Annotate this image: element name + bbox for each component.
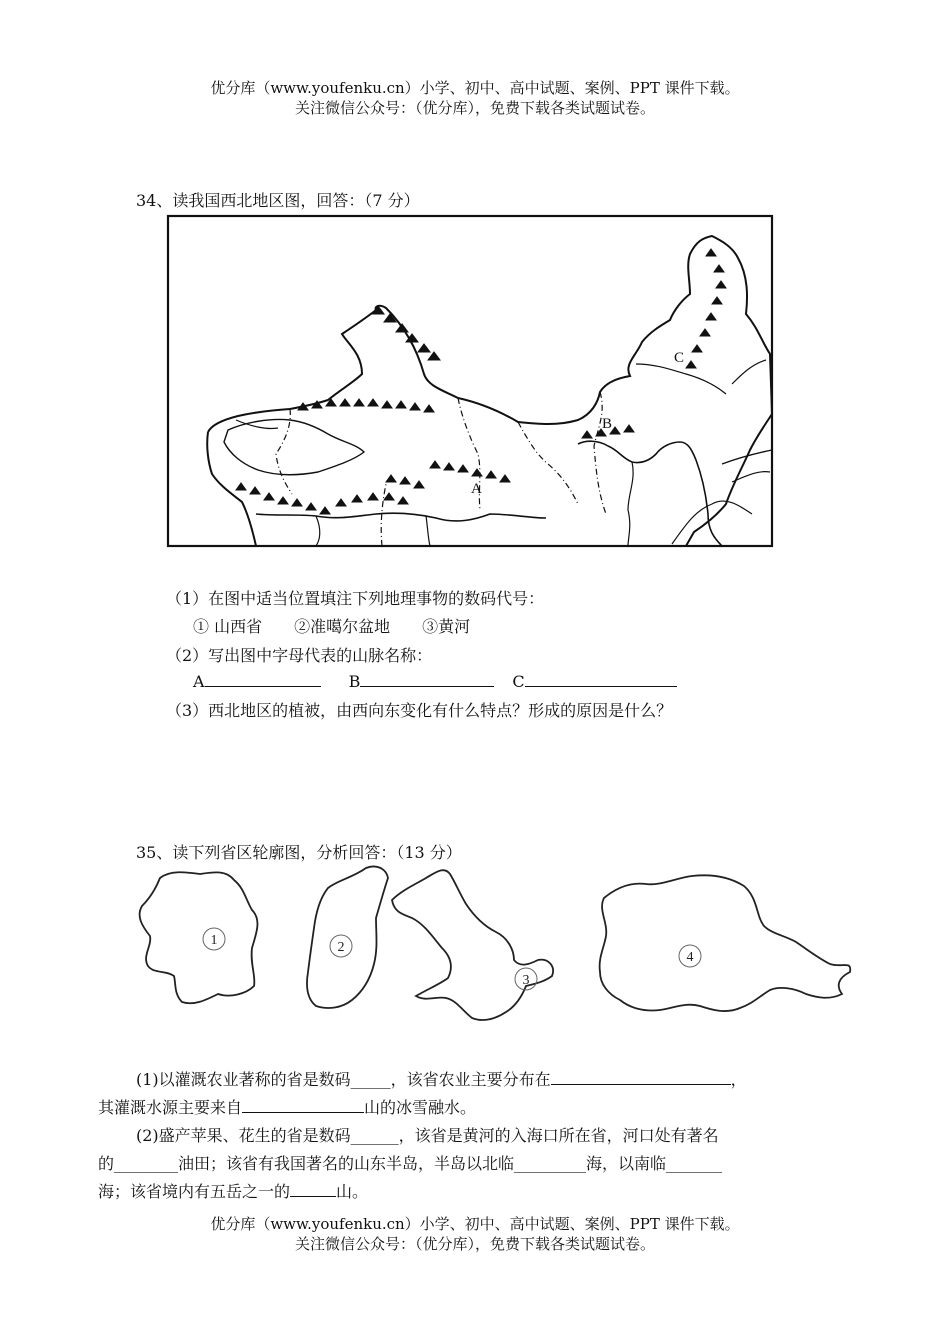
q34-sub2-answers — [193, 670, 677, 691]
q35-p1-line1 — [136, 1067, 747, 1090]
q35-p1-blank-2[interactable] — [242, 1096, 364, 1113]
q35-p2-line1: (2)盛产苹果、花生的省是数码______，该省是黄河的入海口所在省，河口处有著名 — [136, 1126, 719, 1145]
q35-p2-line3 — [98, 1179, 368, 1202]
shape-label-1: 1 — [210, 933, 218, 948]
footer-line-1: 优分库（www.youfenku.cn）小学、初中、高中试题、案例、PPT 课件下载。 — [210, 1215, 740, 1233]
blank-b[interactable] — [360, 670, 494, 687]
map-label-a: A — [471, 481, 482, 497]
shape-label-3: 3 — [522, 973, 530, 988]
question-35-title: 35、读下列省区轮廓图，分析回答：（13 分） — [136, 843, 462, 862]
map-label-b: B — [602, 416, 613, 432]
q34-sub3: （3）西北地区的植被，由西向东变化有什么特点？形成的原因是什么？ — [166, 701, 673, 720]
header-line-2: 关注微信公众号：（优分库），免费下载各类试题试卷。 — [294, 99, 655, 117]
footer-line-2: 关注微信公众号：（优分库），免费下载各类试题试卷。 — [294, 1235, 655, 1253]
northwest-china-map — [166, 214, 776, 550]
q34-sub2: （2）写出图中字母代表的山脉名称： — [166, 646, 433, 665]
shape-label-2: 2 — [337, 940, 345, 955]
q35-p1-text-a: (1)以灌溉农业著称的省是数码_____，该省农业主要分布在 — [136, 1070, 551, 1089]
q35-p1-text-c: 其灌溉水源主要来自 — [98, 1098, 243, 1117]
map-label-c: C — [674, 350, 685, 366]
label-b: B — [348, 672, 361, 691]
label-c: C — [512, 672, 525, 691]
shape-label-4: 4 — [686, 950, 694, 965]
header-line-1: 优分库（www.youfenku.cn）小学、初中、高中试题、案例、PPT 课件下载。 — [210, 79, 740, 97]
q35-p1-line2 — [98, 1095, 476, 1118]
q35-p2-text-c: 海；该省境内有五岳之一的 — [98, 1182, 291, 1201]
label-a: A — [193, 672, 205, 691]
q35-p1-text-b: ， — [730, 1070, 747, 1089]
q35-p2-line2: 的________油田；该省有我国著名的山东半岛，半岛以北临_________海，以南临_______ — [98, 1154, 723, 1173]
q35-p2-text-d: 山。 — [336, 1182, 369, 1201]
q34-sub1-items: ① 山西省 ②准噶尔盆地 ③黄河 — [193, 617, 471, 636]
q35-p2-blank-mountain[interactable] — [290, 1180, 336, 1197]
province-outline-shapes — [130, 860, 860, 1028]
blank-c[interactable] — [525, 670, 677, 687]
blank-a[interactable] — [205, 670, 321, 687]
q35-p1-text-d: 山的冰雪融水。 — [364, 1098, 477, 1117]
question-34-title: 34、读我国西北地区图，回答：（7 分） — [136, 191, 420, 210]
q34-sub1: （1）在图中适当位置填注下列地理事物的数码代号： — [166, 589, 545, 608]
q35-p1-blank-1[interactable] — [551, 1068, 731, 1085]
